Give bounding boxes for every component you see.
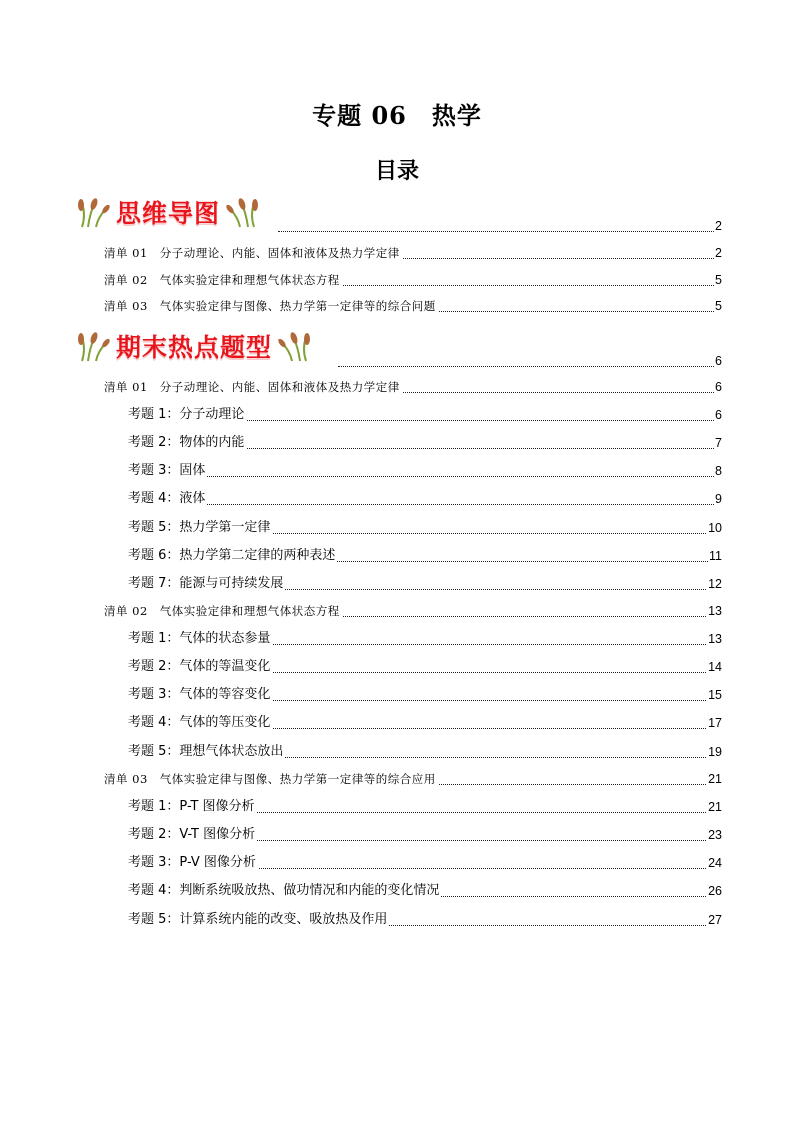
entry-label: 清单 02 气体实验定律和理想气体状态方程 — [104, 601, 342, 621]
section-title: 期末热点题型 — [116, 333, 273, 362]
page-number: 5 — [714, 296, 722, 316]
toc-entry-chapter[interactable] — [0, 243, 794, 263]
toc-entry-topic[interactable] — [0, 685, 794, 705]
page-number: 13 — [707, 629, 722, 649]
page-number: 9 — [714, 489, 722, 509]
entry-label: 清单 03 气体实验定律与图像、热力学第一定律等的综合问题 — [104, 296, 438, 316]
page-number: 6 — [714, 351, 722, 371]
page-number: 2 — [714, 243, 722, 263]
page-number: 21 — [707, 797, 722, 817]
entry-label: 考题 1：P-T 图像分析 — [128, 797, 257, 817]
toc-entry-topic[interactable] — [0, 461, 794, 481]
entry-label: 考题 7：能源与可持续发展 — [128, 574, 285, 594]
toc-entry-chapter[interactable] — [0, 601, 794, 621]
entry-label: 考题 1：气体的状态参量 — [128, 629, 272, 649]
page-number: 8 — [714, 461, 722, 481]
toc-entry-topic[interactable] — [0, 825, 794, 845]
toc-entry-topic[interactable] — [0, 713, 794, 733]
toc-entry-topic[interactable] — [0, 546, 794, 566]
page-number: 6 — [714, 377, 722, 397]
entry-label: 清单 02 气体实验定律和理想气体状态方程 — [104, 270, 342, 290]
page-number: 12 — [707, 574, 722, 594]
toc-heading: 目录 — [374, 159, 419, 184]
toc-entry-topic[interactable] — [0, 910, 794, 930]
entry-label: 考题 5：理想气体状态放出 — [128, 742, 285, 762]
toc-entry-topic[interactable] — [0, 405, 794, 425]
toc-entry-topic[interactable] — [0, 574, 794, 594]
page-number: 14 — [707, 657, 722, 677]
page-number: 24 — [707, 853, 722, 873]
entry-label: 考题 2：气体的等温变化 — [128, 657, 272, 677]
entry-label: 考题 1：分子动理论 — [128, 405, 246, 425]
page-number: 10 — [707, 518, 722, 538]
toc-entry-topic[interactable] — [0, 742, 794, 762]
entry-label: 考题 3：P-V 图像分析 — [128, 853, 258, 873]
toc-entry-topic[interactable] — [0, 518, 794, 538]
page-number: 7 — [714, 433, 722, 453]
toc-entry-topic[interactable] — [0, 657, 794, 677]
entry-label: 考题 2：V-T 图像分析 — [128, 825, 257, 845]
entry-label: 清单 01 分子动理论、内能、固体和液体及热力学定律 — [104, 243, 402, 263]
page-number: 19 — [707, 742, 722, 762]
page-title: 专题 06 热学 — [312, 101, 482, 130]
page-number: 26 — [707, 881, 722, 901]
page-number: 21 — [707, 769, 722, 789]
page-number: 15 — [707, 685, 722, 705]
toc-entry-topic[interactable] — [0, 797, 794, 817]
page-number: 5 — [714, 270, 722, 290]
entry-label: 考题 4：液体 — [128, 489, 207, 509]
entry-label: 考题 5：热力学第一定律 — [128, 518, 272, 538]
section-title: 思维导图 — [116, 199, 221, 228]
entry-label: 考题 5：计算系统内能的改变、吸放热及作用 — [128, 910, 389, 930]
entry-label: 考题 4：气体的等压变化 — [128, 713, 272, 733]
entry-label: 清单 03 气体实验定律与图像、热力学第一定律等的综合应用 — [104, 769, 438, 789]
toc-entry-topic[interactable] — [0, 853, 794, 873]
page-number: 23 — [707, 825, 722, 845]
toc-entry-topic[interactable] — [0, 881, 794, 901]
toc-entry-chapter[interactable] — [0, 270, 794, 290]
entry-label: 考题 4：判断系统吸放热、做功情况和内能的变化情况 — [128, 881, 441, 901]
toc-entry-chapter[interactable] — [0, 296, 794, 316]
toc-entry-topic[interactable] — [0, 489, 794, 509]
entry-label: 考题 2：物体的内能 — [128, 433, 246, 453]
entry-label: 考题 3：固体 — [128, 461, 207, 481]
toc-entry-chapter[interactable] — [0, 769, 794, 789]
page-number: 13 — [707, 601, 722, 621]
page-number: 11 — [708, 546, 722, 566]
entry-label: 考题 6：热力学第二定律的两种表述 — [128, 546, 337, 566]
page-number: 6 — [714, 405, 722, 425]
toc-entry-topic[interactable] — [0, 629, 794, 649]
entry-label: 考题 3：气体的等容变化 — [128, 685, 272, 705]
page-number: 27 — [707, 910, 722, 930]
page-number: 2 — [714, 216, 722, 236]
entry-label: 清单 01 分子动理论、内能、固体和液体及热力学定律 — [104, 377, 402, 397]
page-number: 17 — [707, 713, 722, 733]
toc-entry-section-page[interactable] — [0, 351, 794, 371]
toc-entry-chapter[interactable] — [0, 377, 794, 397]
toc-entry-section-page[interactable] — [0, 216, 794, 236]
toc-entry-topic[interactable] — [0, 433, 794, 453]
